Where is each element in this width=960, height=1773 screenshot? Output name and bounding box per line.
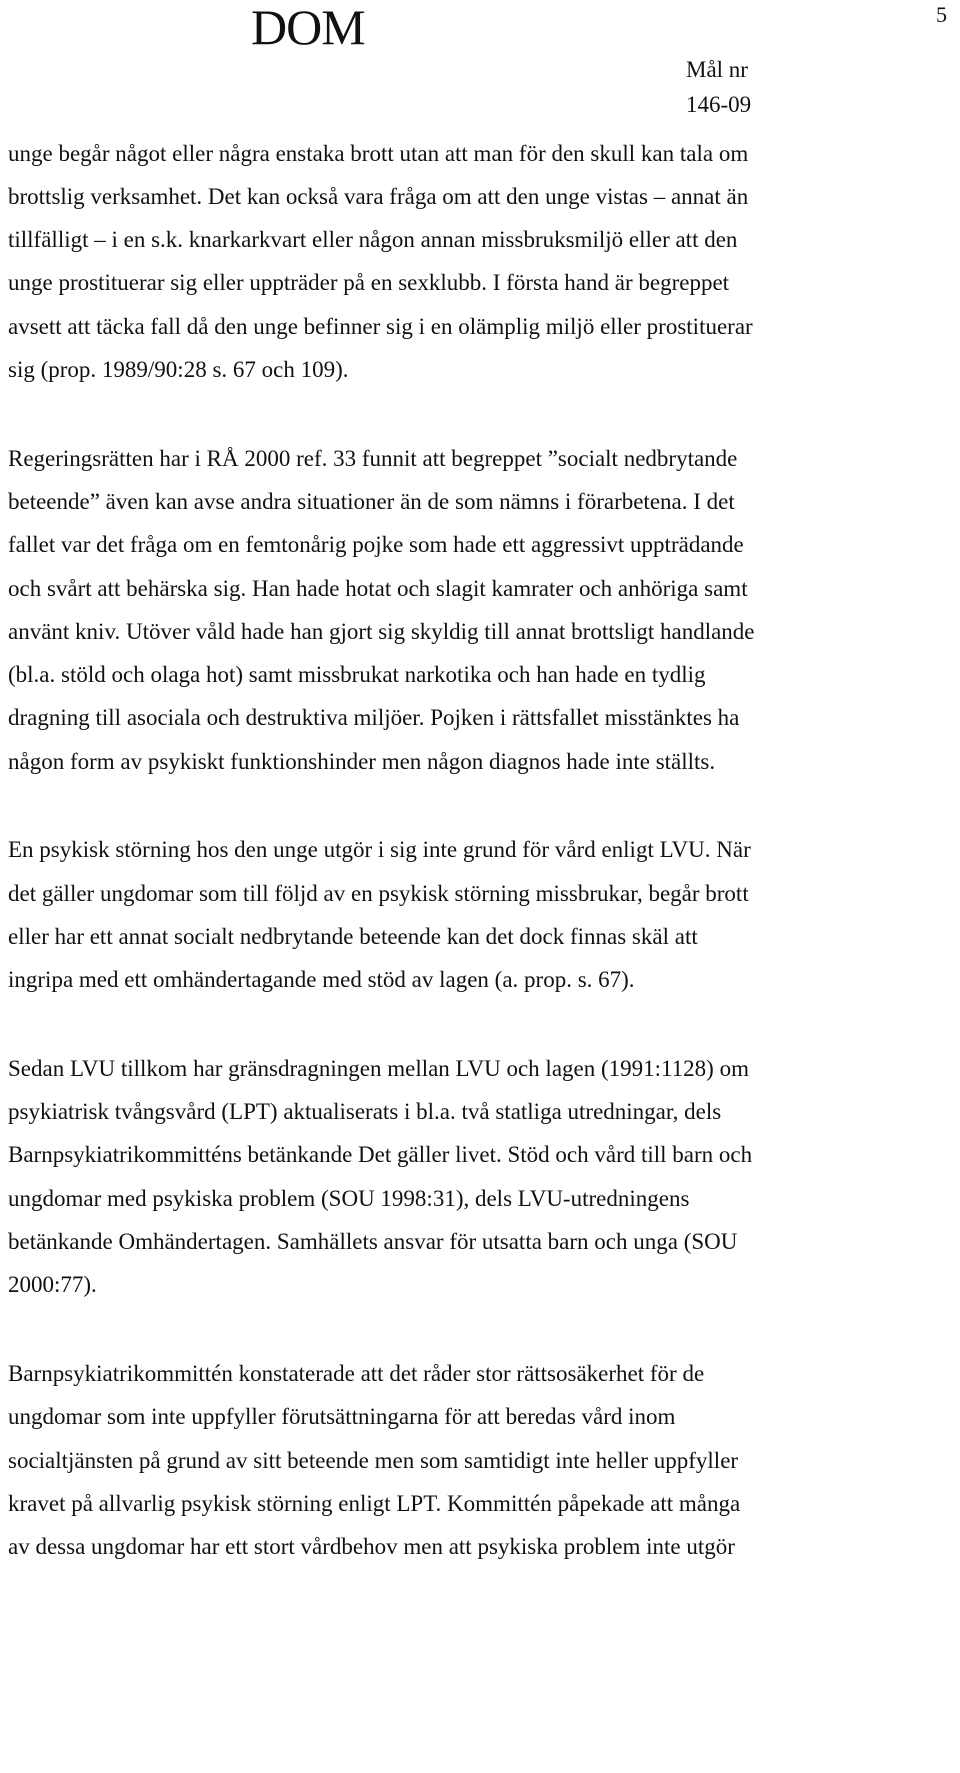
text-line: unge prostituerar sig eller uppträder på en sexklubb. I första hand är begreppet <box>8 270 730 295</box>
text-line: ingripa med ett omhändertagande med stöd av lagen (a. prop. s. 67). <box>8 967 635 992</box>
text-line: kravet på allvarlig psykisk störning enligt LPT. Kommittén påpekade att många <box>8 1491 741 1516</box>
text-line: dragning till asociala och destruktiva miljöer. Pojken i rättsfallet misstänktes ha <box>8 705 740 730</box>
text-line: använt kniv. Utöver våld hade han gjort sig skyldig till annat brottsligt handlande <box>8 619 755 644</box>
page-title: DOM <box>251 0 365 55</box>
text-line: fallet var det fråga om en femtonårig pojke som hade ett aggressivt uppträdande <box>8 532 744 557</box>
text-line: avsett att täcka fall då den unge befinner sig i en olämplig miljö eller prostituerar <box>8 314 753 339</box>
case-number: 146-09 <box>686 92 752 117</box>
text-line: sig (prop. 1989/90:28 s. 67 och 109). <box>8 357 349 382</box>
text-line: Barnpsykiatrikommitténs betänkande Det gäller livet. Stöd och vård till barn och <box>8 1142 753 1167</box>
text-line: En psykisk störning hos den unge utgör i sig inte grund för vård enligt LVU. När <box>8 837 751 862</box>
text-line: och svårt att behärska sig. Han hade hotat och slagit kamrater och anhöriga samt <box>8 576 748 601</box>
text-line: ungdomar som inte uppfyller förutsättningarna för att beredas vård inom <box>8 1404 676 1429</box>
text-line: Barnpsykiatrikommittén konstaterade att det råder stor rättsosäkerhet för de <box>8 1361 705 1386</box>
text-line: Sedan LVU tillkom har gränsdragningen mellan LVU och lagen (1991:1128) om <box>8 1056 749 1081</box>
text-line: eller har ett annat socialt nedbrytande beteende kan det dock finnas skäl att <box>8 924 698 949</box>
text-line: tillfälligt – i en s.k. knarkarkvart eller någon annan missbruksmiljö eller att den <box>8 227 738 252</box>
text-line: unge begår något eller några enstaka brott utan att man för den skull kan tala om <box>8 141 749 166</box>
text-line: det gäller ungdomar som till följd av en psykisk störning missbrukar, begår brott <box>8 881 749 906</box>
text-line: betänkande Omhändertagen. Samhällets ansvar för utsatta barn och unga (SOU <box>8 1229 738 1254</box>
text-line: (bl.a. stöld och olaga hot) samt missbrukat narkotika och han hade en tydlig <box>8 662 706 687</box>
text-line: av dessa ungdomar har ett stort vårdbehov men att psykiska problem inte utgör <box>8 1534 735 1559</box>
text-line: ungdomar med psykiska problem (SOU 1998:31), dels LVU-utredningens <box>8 1186 690 1211</box>
text-line: brottslig verksamhet. Det kan också vara fråga om att den unge vistas – annat än <box>8 184 749 209</box>
text-line: någon form av psykiskt funktionshinder men någon diagnos hade inte ställts. <box>8 749 716 774</box>
case-label: Mål nr <box>686 57 748 82</box>
text-line: socialtjänsten på grund av sitt beteende men som samtidigt inte heller uppfyller <box>8 1448 739 1473</box>
page-number: 5 <box>936 2 947 27</box>
text-line: psykiatrisk tvångsvård (LPT) aktualiserats i bl.a. två statliga utredningar, dels <box>8 1099 722 1124</box>
text-line: Regeringsrätten har i RÅ 2000 ref. 33 funnit att begreppet ”socialt nedbrytande <box>8 446 738 471</box>
text-line: beteende” även kan avse andra situationer än de som nämns i förarbetena. I det <box>8 489 735 514</box>
text-line: 2000:77). <box>8 1272 97 1297</box>
